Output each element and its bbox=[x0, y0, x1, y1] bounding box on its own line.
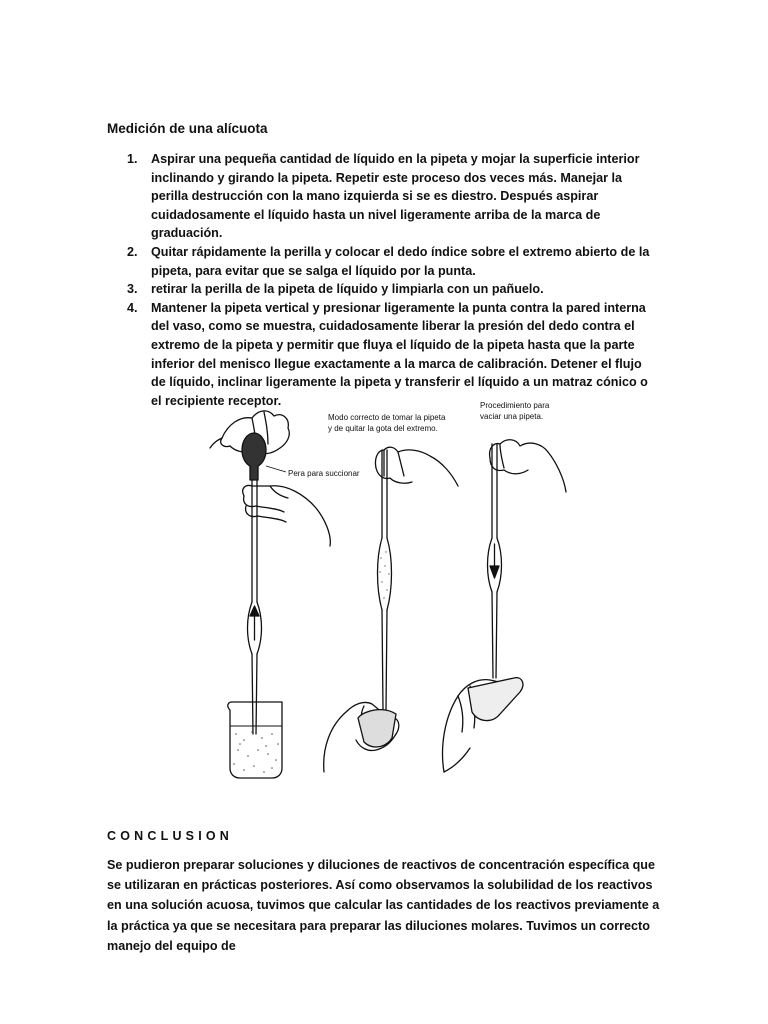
label-correct-line1: Modo correcto de tomar la pipeta bbox=[328, 413, 446, 422]
lower-hand-drawing bbox=[243, 485, 331, 546]
step-text: Mantener la pipeta vertical y presionar ligeramente la punta contra la pared interna del vaso, como se muestra, cuidadosamente liberar la presión del dedo contra el extremo de la pipeta y permitir que fluya el líquido de la pipeta hasta que la parte inferior del menisco llegue exactamente a la marca de calibración. Detener el flujo de líquido, inclinar ligeramente la pipeta y transferir el líquido a un matraz cónico o el recipiente receptor. bbox=[151, 300, 648, 408]
pipette-illustration bbox=[200, 388, 572, 788]
label-bulb: Pera para succionar bbox=[288, 469, 360, 478]
top-hand-drawing bbox=[375, 447, 458, 486]
list-item bbox=[107, 150, 652, 243]
beaker-drawing bbox=[228, 702, 282, 778]
step-text: Aspirar una pequeña cantidad de líquido en la pipeta y mojar la superficie interior inclinando y girando la pipeta. Repetir este proceso dos veces más. Manejar la perilla destrucción con la mano izquierda si se es diestro. Después aspirar cuidadosamente el líquido hasta un nivel ligeramente arriba de la marca de graduación. bbox=[151, 152, 640, 241]
rubber-bulb-drawing bbox=[242, 433, 266, 467]
conclusion-paragraph: Se pudieron preparar soluciones y diluciones de reactivos de concentración específica que se utilizaran en prácticas posteriores. Así como observamos la solubilidad de los reactivos en una solución acuosa, tuvimos que calcular las cantidades de los reactivos previamente a la práctica ya que se necesitara para preparar las diluciones molares. Tuvimos un correcto manejo del equipo de bbox=[107, 858, 660, 953]
panel-aspirate bbox=[210, 411, 330, 778]
list-item bbox=[107, 243, 652, 280]
label-empty-line1: Procedimiento para bbox=[480, 401, 550, 410]
label-correct-line2: y de quitar la gota del extremo. bbox=[328, 424, 438, 433]
step-number: 1. bbox=[127, 152, 138, 166]
list-item bbox=[107, 280, 652, 299]
section-title: Medición de una alícuota bbox=[107, 121, 268, 136]
step-number: 3. bbox=[127, 282, 138, 297]
step-text: Quitar rápidamente la perilla y colocar el dedo índice sobre el extremo abierto de la pipeta, para evitar que se salga el líquido por la punta. bbox=[151, 244, 650, 278]
step-text: retirar la perilla de la pipeta de líquido y limpiarla con un pañuelo. bbox=[151, 282, 544, 297]
receiving-vessel-drawing bbox=[358, 710, 396, 747]
panel-emptying bbox=[443, 440, 566, 772]
conclusion-title: CONCLUSION bbox=[107, 829, 234, 843]
step-number: 4. bbox=[127, 300, 138, 315]
top-hand-drawing bbox=[490, 440, 566, 492]
panel-correct-hold bbox=[324, 447, 458, 772]
step-number: 2. bbox=[127, 244, 138, 259]
pointer-lines bbox=[266, 466, 286, 472]
procedure-steps bbox=[107, 150, 652, 410]
conical-flask-drawing bbox=[468, 678, 523, 721]
pipette-illustration-svg bbox=[200, 388, 572, 788]
label-empty-line2: vaciar una pipeta. bbox=[480, 412, 544, 421]
